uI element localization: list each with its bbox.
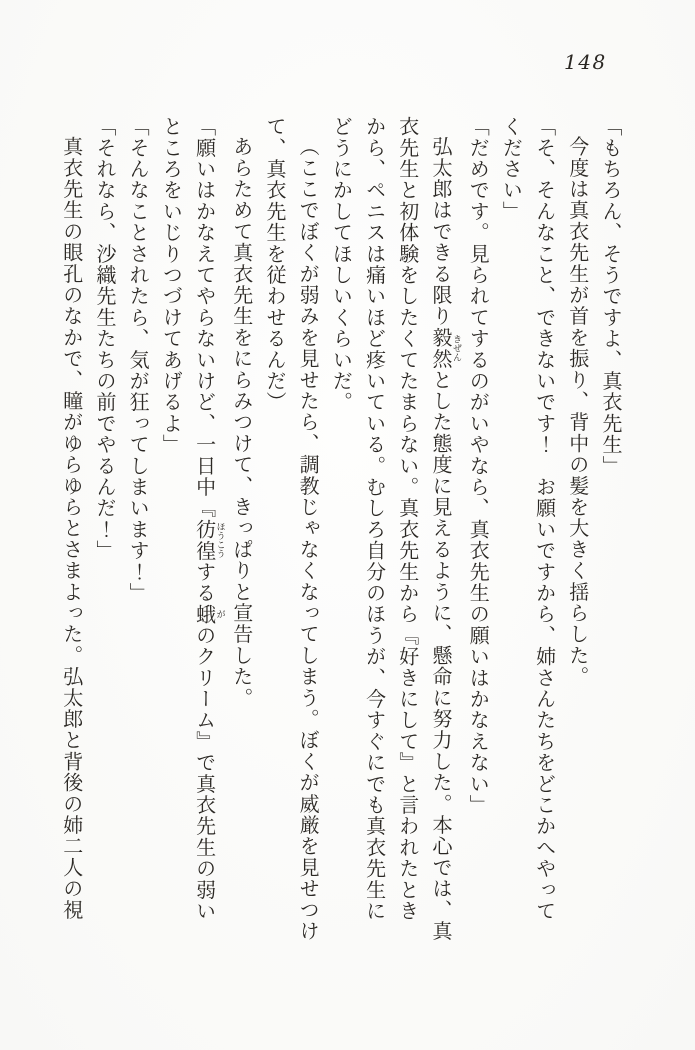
paragraph-8: 「願いはかなえてやらないけど、一日中『彷徨ほうこうする蛾がのクリーム』で真衣先生の弱いところをいじりつづけてあげるよ」 — [159, 116, 225, 922]
furigana-word: 彷徨ほうこう — [192, 518, 225, 562]
paragraph-3: 「そ、そんなこと、できないです！ お願いですから、姉さんたちをどこかへやってください」 — [499, 116, 557, 922]
furigana-word: 毅然きぜん — [428, 326, 461, 370]
paragraph-7: あらためて真衣先生をにらみつけて、きっぱりと宣告した。 — [229, 136, 254, 709]
paragraph-4: 「だめです。見られてするのがいやなら、真衣先生の願いはかなえない」 — [466, 116, 491, 816]
paragraph-5: 弘太郎はできる限り毅然きぜんとした態度に見えるように、懸命に努力した。本心では、真衣先生と初体験をしたくてたまらない。真衣先生から『好きにして』と言われたときから、ペニスは痛いほど疼いている。むしろ自分のほうが、今すぐにでも真衣先生にどうにかしてほしいくらいだ。 — [329, 116, 461, 942]
paragraph-2: 今度は真衣先生が首を振り、背中の髪を大きく揺らした。 — [565, 136, 590, 688]
paragraph-9: 「そんなことされたら、気が狂ってしまいます！」 — [126, 116, 151, 604]
paragraph-10: 「それなら、沙織先生たちの前でやるんだ！」 — [92, 116, 117, 562]
paragraph-11: 真衣先生の眼孔のなかで、瞳がゆらゆらとさまよった。弘太郎と背後の姉二人の視 — [59, 136, 84, 921]
page-number: 148 — [564, 50, 607, 74]
paragraph-6: （ここでぼくが弱みを見せたら、調教じゃなくなってしまう。ぼくが威厳を見せつけて、真衣先生を従わせるんだ） — [262, 116, 321, 942]
furigana-word: 蛾が — [192, 603, 225, 625]
paragraph-1: 「もちろん、そうですよ、真衣先生」 — [599, 116, 623, 477]
text-block — [55, 116, 627, 942]
